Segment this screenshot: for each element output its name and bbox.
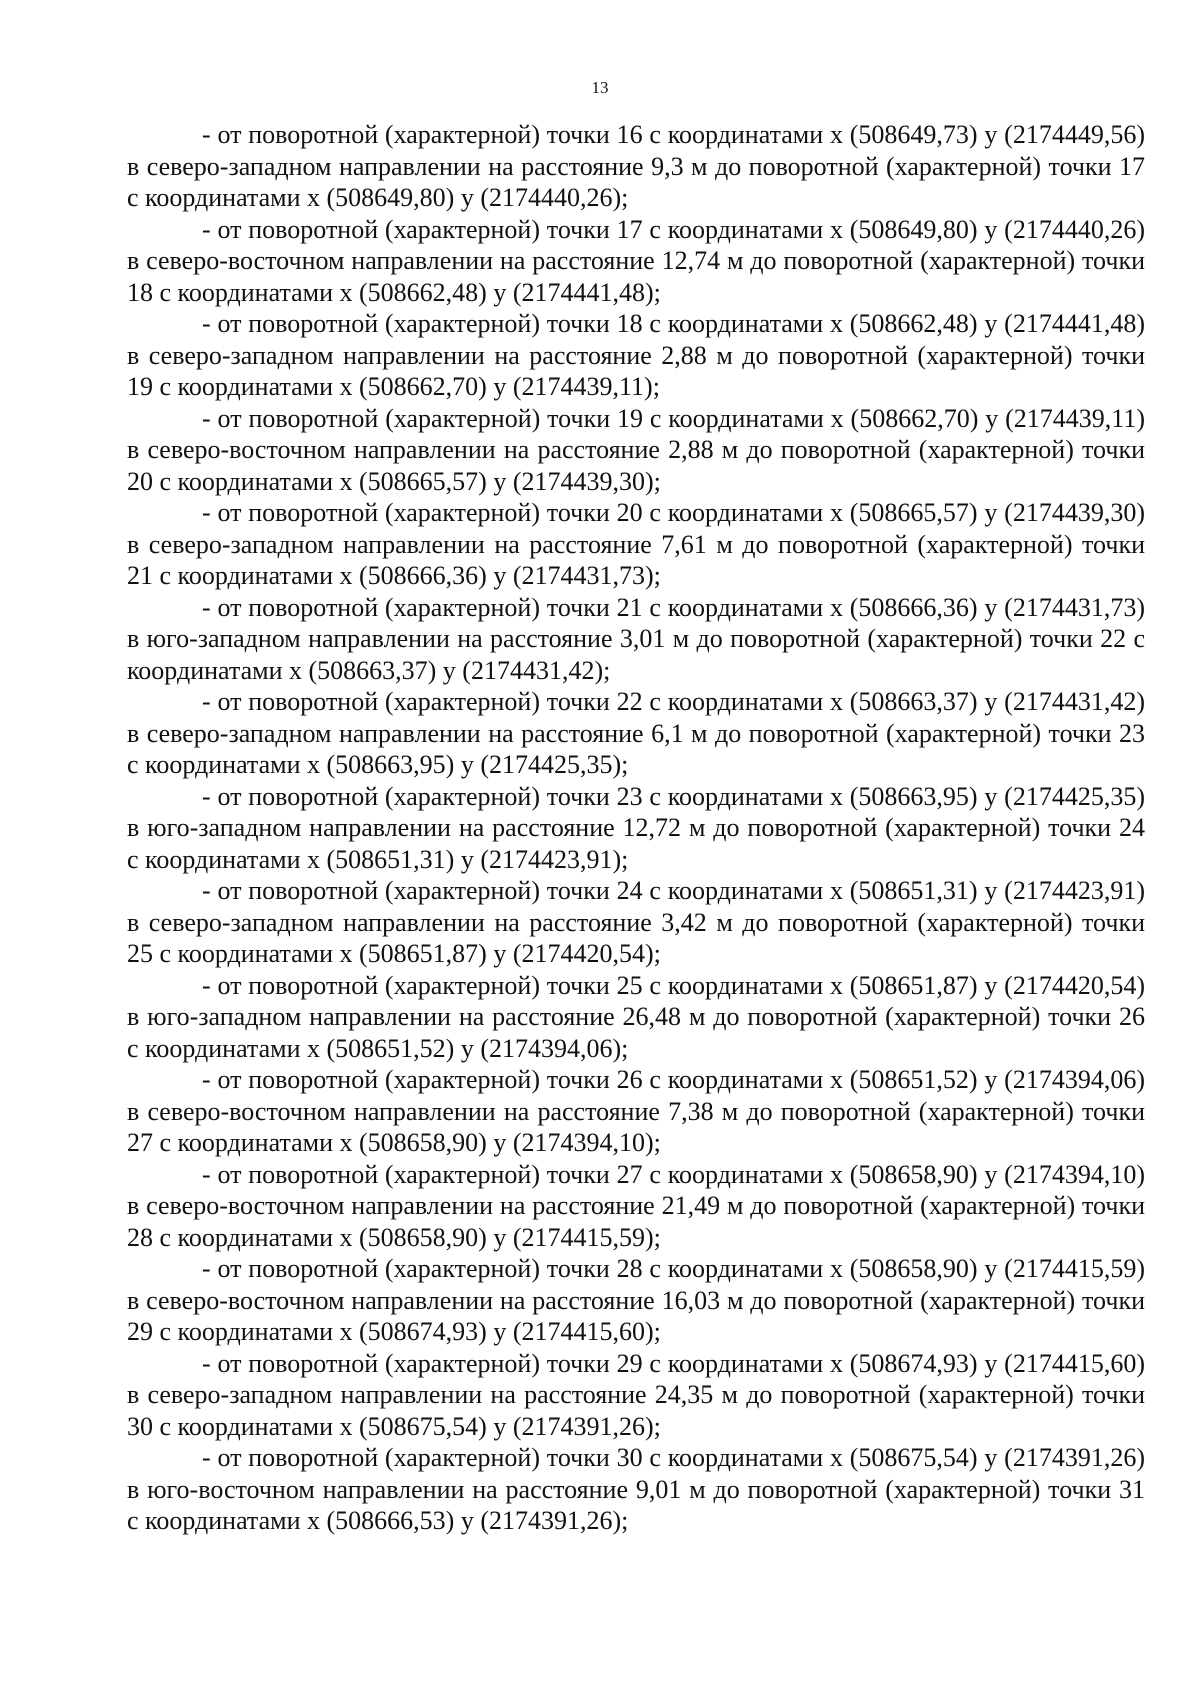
page-number: 13 bbox=[591, 78, 609, 97]
boundary-clause: - от поворотной (характерной) точки 22 с координатами х (508663,37) у (2174431,42) в северо-западном направлении на расстояние 6,1 м до поворотной (характерной) точки 23 с координатами х (508663,95) у (2174425,35); bbox=[127, 687, 1145, 779]
boundary-clause: - от поворотной (характерной) точки 30 с координатами х (508675,54) у (2174391,26) в юго-восточном направлении на расстояние 9,01 м до поворотной (характерной) точки 31 с координатами х (508666,53) у (2174391,26); bbox=[127, 1443, 1145, 1535]
boundary-clause: - от поворотной (характерной) точки 19 с координатами х (508662,70) у (2174439,11) в северо-восточном направлении на расстояние 2,88 м до поворотной (характерной) точки 20 с координатами х (508665,57) у (2174439,30); bbox=[127, 403, 1145, 496]
boundary-clause: - от поворотной (характерной) точки 24 с координатами х (508651,31) у (2174423,91) в северо-западном направлении на расстояние 3,42 м до поворотной (характерной) точки 25 с координатами х (508651,87) у (2174420,54); bbox=[127, 876, 1145, 968]
boundary-clause: - от поворотной (характерной) точки 27 с координатами х (508658,90) у (2174394,10) в северо-восточном направлении на расстояние 21,49 м до поворотной (характерной) точки 28 с координатами х (508658,90) у (2174415,59); bbox=[127, 1159, 1145, 1252]
boundary-clause: - от поворотной (характерной) точки 25 с координатами х (508651,87) у (2174420,54) в юго-западном направлении на расстояние 26,48 м до поворотной (характерной) точки 26 с координатами х (508651,52) у (2174394,06); bbox=[127, 970, 1145, 1063]
boundary-clause: - от поворотной (характерной) точки 23 с координатами х (508663,95) у (2174425,35) в юго-западном направлении на расстояние 12,72 м до поворотной (характерной) точки 24 с координатами х (508651,31) у (2174423,91); bbox=[127, 781, 1145, 874]
boundary-clause: - от поворотной (характерной) точки 29 с координатами х (508674,93) у (2174415,60) в северо-западном направлении на расстояние 24,35 м до поворотной (характерной) точки 30 с координатами х (508675,54) у (2174391,26); bbox=[127, 1348, 1145, 1441]
boundary-clause: - от поворотной (характерной) точки 16 с координатами х (508649,73) у (2174449,56) в северо-западном направлении на расстояние 9,3 м до поворотной (характерной) точки 17 с координатами х (508649,80) у (2174440,26); bbox=[127, 120, 1145, 212]
boundary-clause: - от поворотной (характерной) точки 28 с координатами х (508658,90) у (2174415,59) в северо-восточном направлении на расстояние 16,03 м до поворотной (характерной) точки 29 с координатами х (508674,93) у (2174415,60); bbox=[127, 1254, 1145, 1346]
document-body bbox=[127, 119, 1145, 1537]
boundary-clause: - от поворотной (характерной) точки 21 с координатами х (508666,36) у (2174431,73) в юго-западном направлении на расстояние 3,01 м до поворотной (характерной) точки 22 с координатами х (508663,37) у (2174431,42); bbox=[127, 592, 1145, 685]
boundary-clause: - от поворотной (характерной) точки 20 с координатами х (508665,57) у (2174439,30) в северо-западном направлении на расстояние 7,61 м до поворотной (характерной) точки 21 с координатами х (508666,36) у (2174431,73); bbox=[127, 498, 1145, 590]
boundary-clause: - от поворотной (характерной) точки 26 с координатами х (508651,52) у (2174394,06) в северо-восточном направлении на расстояние 7,38 м до поворотной (характерной) точки 27 с координатами х (508658,90) у (2174394,10); bbox=[127, 1065, 1145, 1157]
boundary-clause: - от поворотной (характерной) точки 18 с координатами х (508662,48) у (2174441,48) в северо-западном направлении на расстояние 2,88 м до поворотной (характерной) точки 19 с координатами х (508662,70) у (2174439,11); bbox=[127, 309, 1145, 401]
boundary-clause: - от поворотной (характерной) точки 17 с координатами х (508649,80) у (2174440,26) в северо-восточном направлении на расстояние 12,74 м до поворотной (характерной) точки 18 с координатами х (508662,48) у (2174441,48); bbox=[127, 214, 1145, 307]
